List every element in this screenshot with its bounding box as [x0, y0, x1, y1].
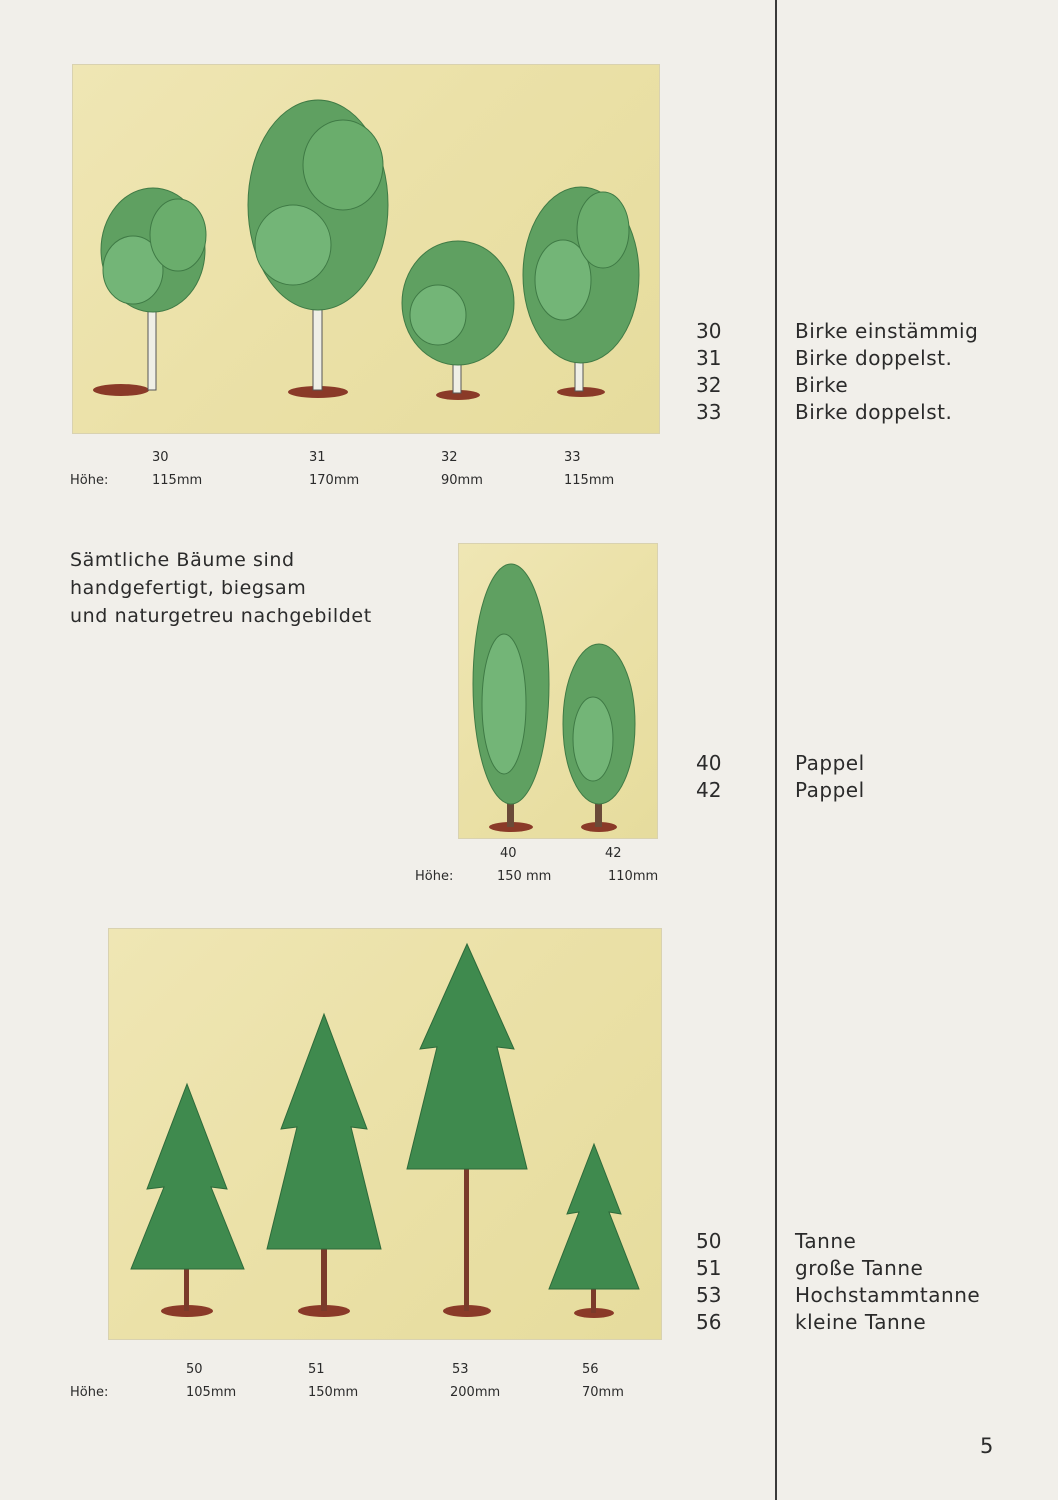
catalog-number: 32: [696, 373, 722, 397]
birch-trees-photo: [72, 64, 660, 434]
fir-item-number: 51: [308, 1362, 325, 1377]
catalog-entry: [696, 1228, 996, 1255]
fir-item-number: 53: [452, 1362, 469, 1377]
height-label: Höhe:: [70, 1385, 109, 1400]
fir-item-height: 200mm: [450, 1385, 501, 1400]
intro-line: handgefertigt, biegsam: [70, 577, 307, 599]
poplar-item-number: 40: [500, 846, 517, 861]
fir-catalog-list: [696, 1228, 996, 1336]
catalog-name: Hochstammtanne: [795, 1283, 981, 1307]
birch-item-height: 115mm: [152, 473, 203, 488]
catalog-entry: [696, 345, 996, 372]
catalog-number: 50: [696, 1229, 722, 1253]
fir-item-height: 70mm: [582, 1385, 624, 1400]
catalog-name: Birke einstämmig: [795, 319, 979, 343]
poplar-height-captions: [0, 843, 700, 891]
catalog-number: 30: [696, 319, 722, 343]
poplar-item-number: 42: [605, 846, 622, 861]
catalog-name: Birke doppelst.: [795, 346, 953, 370]
catalog-entry: [696, 777, 996, 804]
page-number: 5: [980, 1434, 994, 1458]
poplar-item-height: 150 mm: [497, 869, 552, 884]
birch-item-number: 31: [309, 450, 326, 465]
catalog-name: Tanne: [795, 1229, 857, 1253]
birch-item-number: 33: [564, 450, 581, 465]
height-label: Höhe:: [70, 473, 109, 488]
intro-line: und naturgetreu nachgebildet: [70, 605, 372, 627]
catalog-entry: [696, 750, 996, 777]
height-label: Höhe:: [415, 869, 454, 884]
catalog-number: 40: [696, 751, 722, 775]
birch-item-height: 170mm: [309, 473, 360, 488]
birch-item-height: 115mm: [564, 473, 615, 488]
catalog-number: 33: [696, 400, 722, 424]
birch-item-number: 32: [441, 450, 458, 465]
catalog-entry: [696, 318, 996, 345]
catalog-entry: [696, 372, 996, 399]
birch-height-captions: [0, 447, 700, 495]
fir-trees-photo: [108, 928, 662, 1340]
poplar-item-height: 110mm: [608, 869, 659, 884]
intro-line: Sämtliche Bäume sind: [70, 549, 295, 571]
catalog-name: Birke: [795, 373, 849, 397]
catalog-entry: [696, 1255, 996, 1282]
fir-height-captions: [0, 1359, 700, 1407]
catalog-number: 31: [696, 346, 722, 370]
catalog-name: Pappel: [795, 778, 865, 802]
catalog-number: 51: [696, 1256, 722, 1280]
birch-item-number: 30: [152, 450, 169, 465]
catalog-number: 56: [696, 1310, 722, 1334]
birch-item-height: 90mm: [441, 473, 483, 488]
fir-item-number: 50: [186, 1362, 203, 1377]
catalog-name: kleine Tanne: [795, 1310, 927, 1334]
catalog-name: Pappel: [795, 751, 865, 775]
poplar-catalog-list: [696, 750, 996, 804]
catalog-entry: [696, 1309, 996, 1336]
catalog-number: 42: [696, 778, 722, 802]
catalog-name: Birke doppelst.: [795, 400, 953, 424]
catalog-name: große Tanne: [795, 1256, 924, 1280]
birch-catalog-list: [696, 318, 996, 426]
fir-item-height: 150mm: [308, 1385, 359, 1400]
catalog-entry: [696, 1282, 996, 1309]
intro-text: [70, 546, 372, 630]
poplar-trees-photo: [458, 543, 658, 839]
catalog-number: 53: [696, 1283, 722, 1307]
fir-item-number: 56: [582, 1362, 599, 1377]
fir-item-height: 105mm: [186, 1385, 237, 1400]
catalog-entry: [696, 399, 996, 426]
